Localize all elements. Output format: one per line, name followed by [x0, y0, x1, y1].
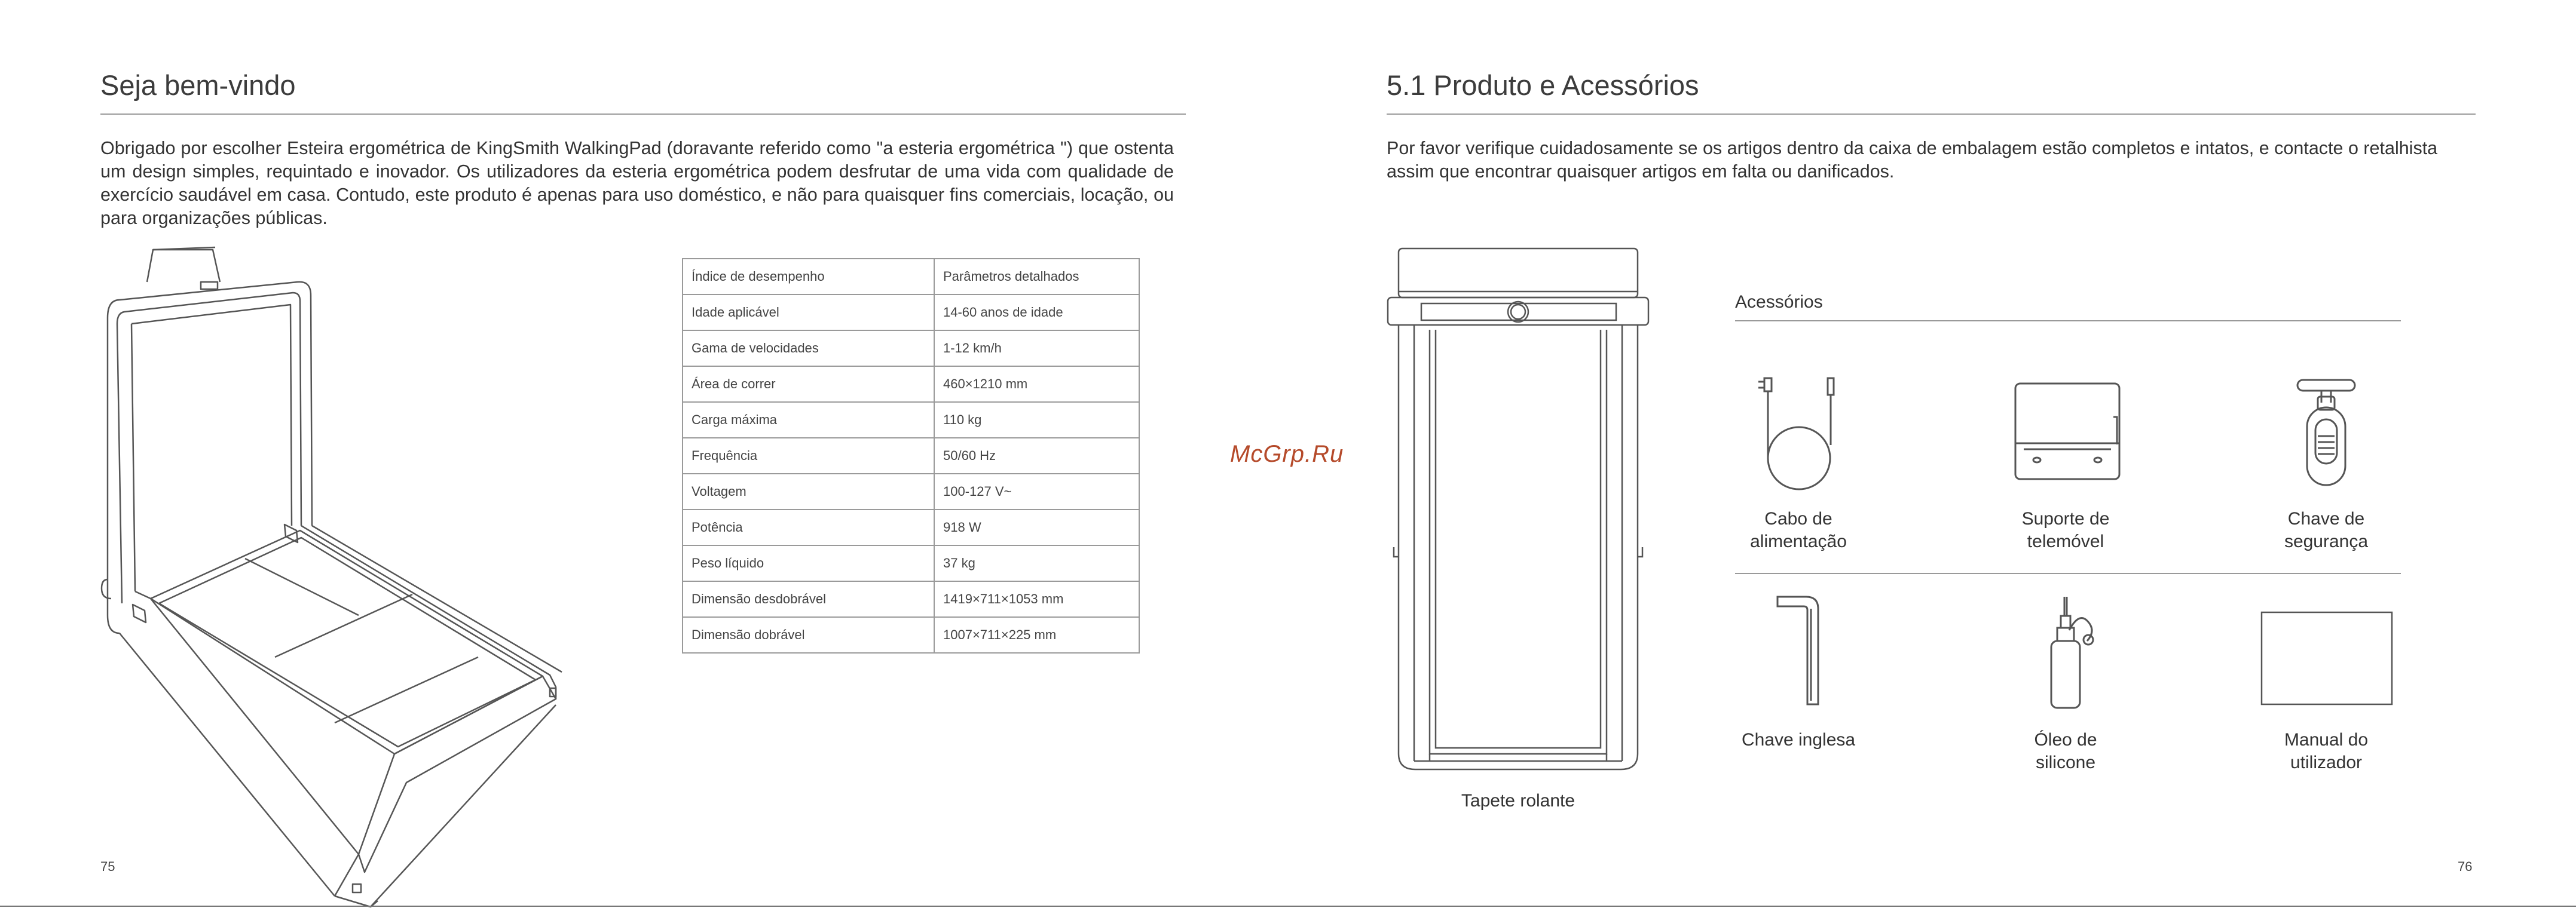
caption-line: Óleo de: [2034, 730, 2097, 750]
spec-label: Voltagem: [683, 474, 934, 510]
treadmill-front-icon: [1385, 246, 1651, 778]
accessory-caption-3: [2225, 508, 2428, 553]
spec-table: [682, 258, 1140, 654]
spec-value: 1419×711×1053 mm: [934, 581, 1139, 617]
silicone-oil-icon: [2043, 594, 2109, 711]
spec-value: 100-127 V~: [934, 474, 1139, 510]
spec-header-cell: Parâmetros detalhados: [934, 259, 1139, 295]
spec-table-row: [683, 510, 1139, 545]
accessory-caption-2: [1964, 508, 2167, 553]
spec-value: 110 kg: [934, 402, 1139, 438]
accessory-caption-1: [1697, 508, 1900, 553]
spec-value: 37 kg: [934, 545, 1139, 581]
spec-header-cell: Índice de desempenho: [683, 259, 934, 295]
left-intro-paragraph: Obrigado por escolher Esteira ergométrica de KingSmith WalkingPad (doravante referido como "a esteria ergométrica ") que ostenta um design simples, requintado e inovador. Os utilizadores da esteria ergométrica podem desfrutar de uma vida com qualidade de exercício saudável em casa. Contudo, este produto é apenas para uso doméstico, e não para quaisquer fins comerciais, locação, ou para organizações públicas.: [100, 138, 1174, 228]
accessory-caption-5: [1964, 729, 2167, 774]
spec-label: Dimensão dobrável: [683, 617, 934, 653]
spec-label: Peso líquido: [683, 545, 934, 581]
spec-label: Carga máxima: [683, 402, 934, 438]
watermark: McGrp.Ru: [1230, 441, 1344, 467]
caption-line: Suporte de: [2021, 509, 2110, 529]
safety-key-icon: [2294, 378, 2360, 488]
hex-wrench-icon: [1775, 594, 1823, 708]
right-title-rule: [1387, 114, 2476, 115]
spec-value: 50/60 Hz: [934, 438, 1139, 474]
caption-line: Cabo de: [1764, 509, 1832, 529]
spec-table-row: [683, 295, 1139, 330]
spec-label: Frequência: [683, 438, 934, 474]
caption-line: Chave de: [2287, 509, 2365, 529]
caption-line: segurança: [2284, 532, 2369, 551]
caption-line: alimentação: [1750, 532, 1847, 551]
bottom-edge-line: [0, 906, 2576, 907]
accessories-row-divider: [1735, 573, 2401, 574]
spec-table-header-row: [683, 259, 1139, 295]
spec-value: 1007×711×225 mm: [934, 617, 1139, 653]
left-page-title: Seja bem-vindo: [100, 69, 296, 101]
treadmill-perspective-icon: [96, 245, 574, 783]
left-page-number: 75: [100, 859, 115, 874]
right-intro-paragraph: Por favor verifique cuidadosamente se os artigos dentro da caixa de embalagem estão completos e intatos, e contacte o retalhista assim que encontrar quaisquer artigos em falta ou danificados.: [1387, 138, 2438, 182]
spec-table-row: [683, 545, 1139, 581]
spec-value: 1-12 km/h: [934, 330, 1139, 366]
accessories-rule: [1735, 320, 2401, 321]
spec-table-row: [683, 581, 1139, 617]
caption-line: telemóvel: [2027, 532, 2104, 551]
accessory-caption-6: [2225, 729, 2428, 774]
accessory-caption-4: [1697, 729, 1900, 751]
spec-value: 918 W: [934, 510, 1139, 545]
accessories-heading: Acessórios: [1735, 292, 1823, 312]
spec-table-row: [683, 438, 1139, 474]
treadmill-caption: Tapete rolante: [1461, 791, 1575, 811]
right-page-title: 5.1 Produto e Acessórios: [1387, 69, 1699, 101]
spec-label: Área de correr: [683, 366, 934, 402]
spec-label: Gama de velocidades: [683, 330, 934, 366]
caption-line: silicone: [2035, 753, 2096, 772]
spec-table-row: [683, 474, 1139, 510]
spec-table-row: [683, 330, 1139, 366]
spec-value: 460×1210 mm: [934, 366, 1139, 402]
spec-table-row: [683, 402, 1139, 438]
spec-value: 14-60 anos de idade: [934, 295, 1139, 330]
spec-label: Potência: [683, 510, 934, 545]
caption-line: Manual do: [2284, 730, 2369, 750]
user-manual-icon: [2260, 611, 2394, 707]
caption-line: utilizador: [2290, 753, 2363, 772]
spec-label: Dimensão desdobrável: [683, 581, 934, 617]
spec-label: Idade aplicável: [683, 295, 934, 330]
spec-table-row: [683, 366, 1139, 402]
caption-line: Chave inglesa: [1741, 730, 1856, 750]
right-page-number: 76: [2458, 859, 2473, 874]
phone-holder-icon: [2012, 382, 2122, 481]
left-title-rule: [100, 114, 1186, 115]
power-cable-icon: [1751, 373, 1847, 493]
spec-table-row: [683, 617, 1139, 653]
